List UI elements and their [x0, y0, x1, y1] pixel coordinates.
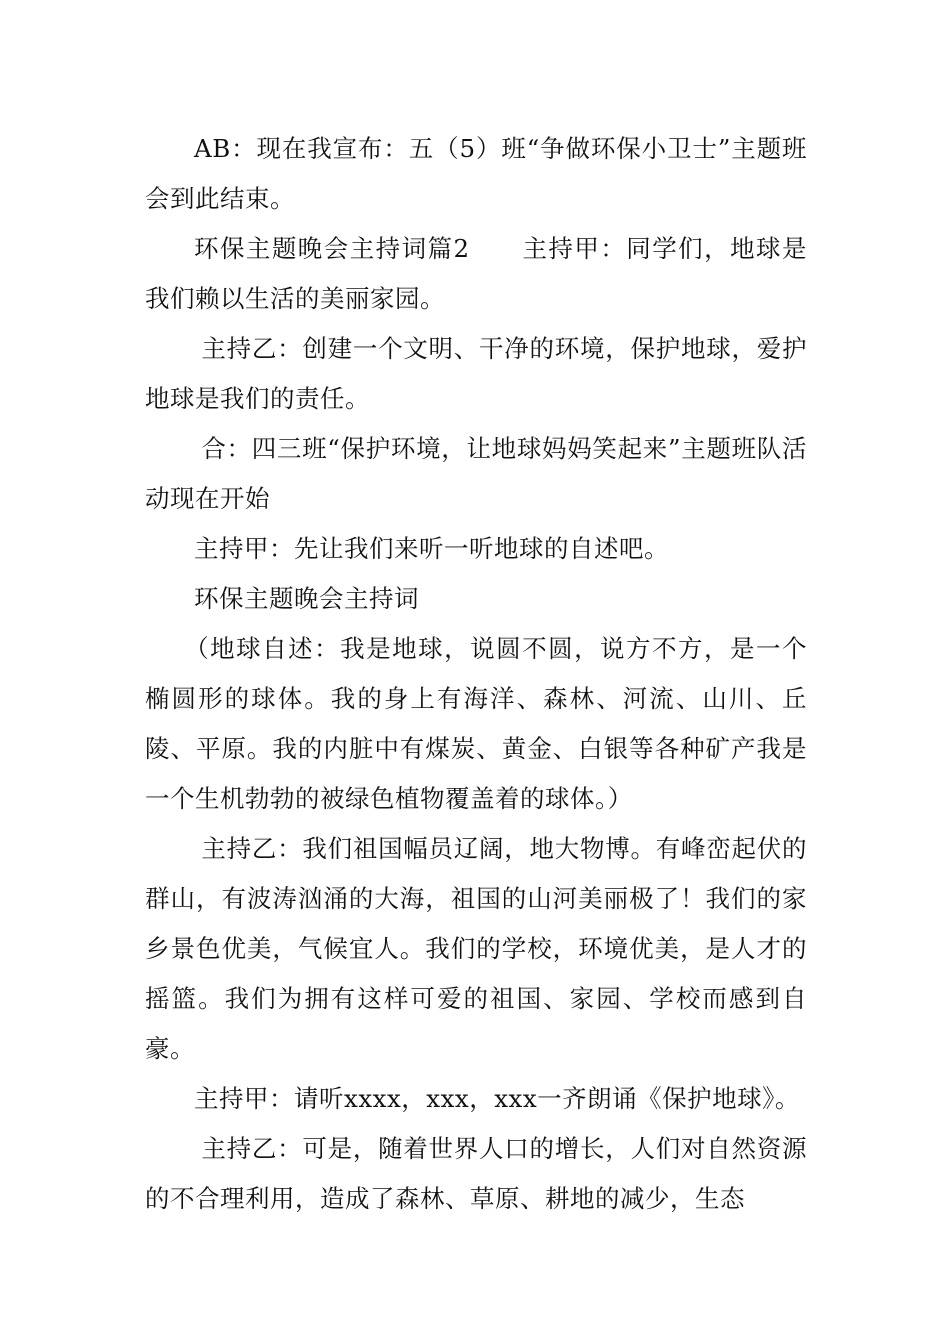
paragraph-host-b-environment: 主持乙：创建一个文明、干净的环境，保护地球，爱护地球是我们的责任。: [145, 334, 807, 413]
paragraph-host-a-earth-story: 主持甲：先让我们来听一听地球的自述吧。: [194, 534, 669, 563]
paragraph-host-b-motherland: 主持乙：我们祖国幅员辽阔，地大物博。有峰峦起伏的群山，有波涛汹涌的大海，祖国的山河美丽极了！我们的家乡景色优美，气候宜人。我们的学校，环境优美，是人才的摇篮。我们为拥有这样可爱的祖国、家园、学校而感到自豪。: [145, 834, 807, 1063]
paragraph-subheading: 环保主题晚会主持词: [194, 584, 419, 613]
paragraph-host-a-recital: 主持甲：请听xxxx，xxx，xxx一齐朗诵《保护地球》。: [194, 1084, 800, 1113]
paragraph-host-b-resources: 主持乙：可是，随着世界人口的增长，人们对自然资源的不合理利用，造成了森林、草原、耕地的减少，生态: [145, 1134, 807, 1213]
paragraph-earth-narration: （地球自述：我是地球，说圆不圆，说方不方，是一个椭圆形的球体。我的身上有海洋、森林、河流、山川、丘陵、平原。我的内脏中有煤炭、黄金、白银等各种矿产我是一个生机勃勃的被绿色植物覆盖着的球体。）: [145, 634, 807, 813]
paragraph-closing-announcement: AB：现在我宣布：五（5）班“争做环保小卫士”主题班会到此结束。: [145, 134, 807, 213]
paragraph-together-start: 合：四三班“保护环境，让地球妈妈笑起来”主题班队活动现在开始: [145, 434, 807, 513]
paragraph-section-title-host-a: 环保主题晚会主持词篇2 主持甲：同学们，地球是我们赖以生活的美丽家园。: [145, 234, 807, 313]
